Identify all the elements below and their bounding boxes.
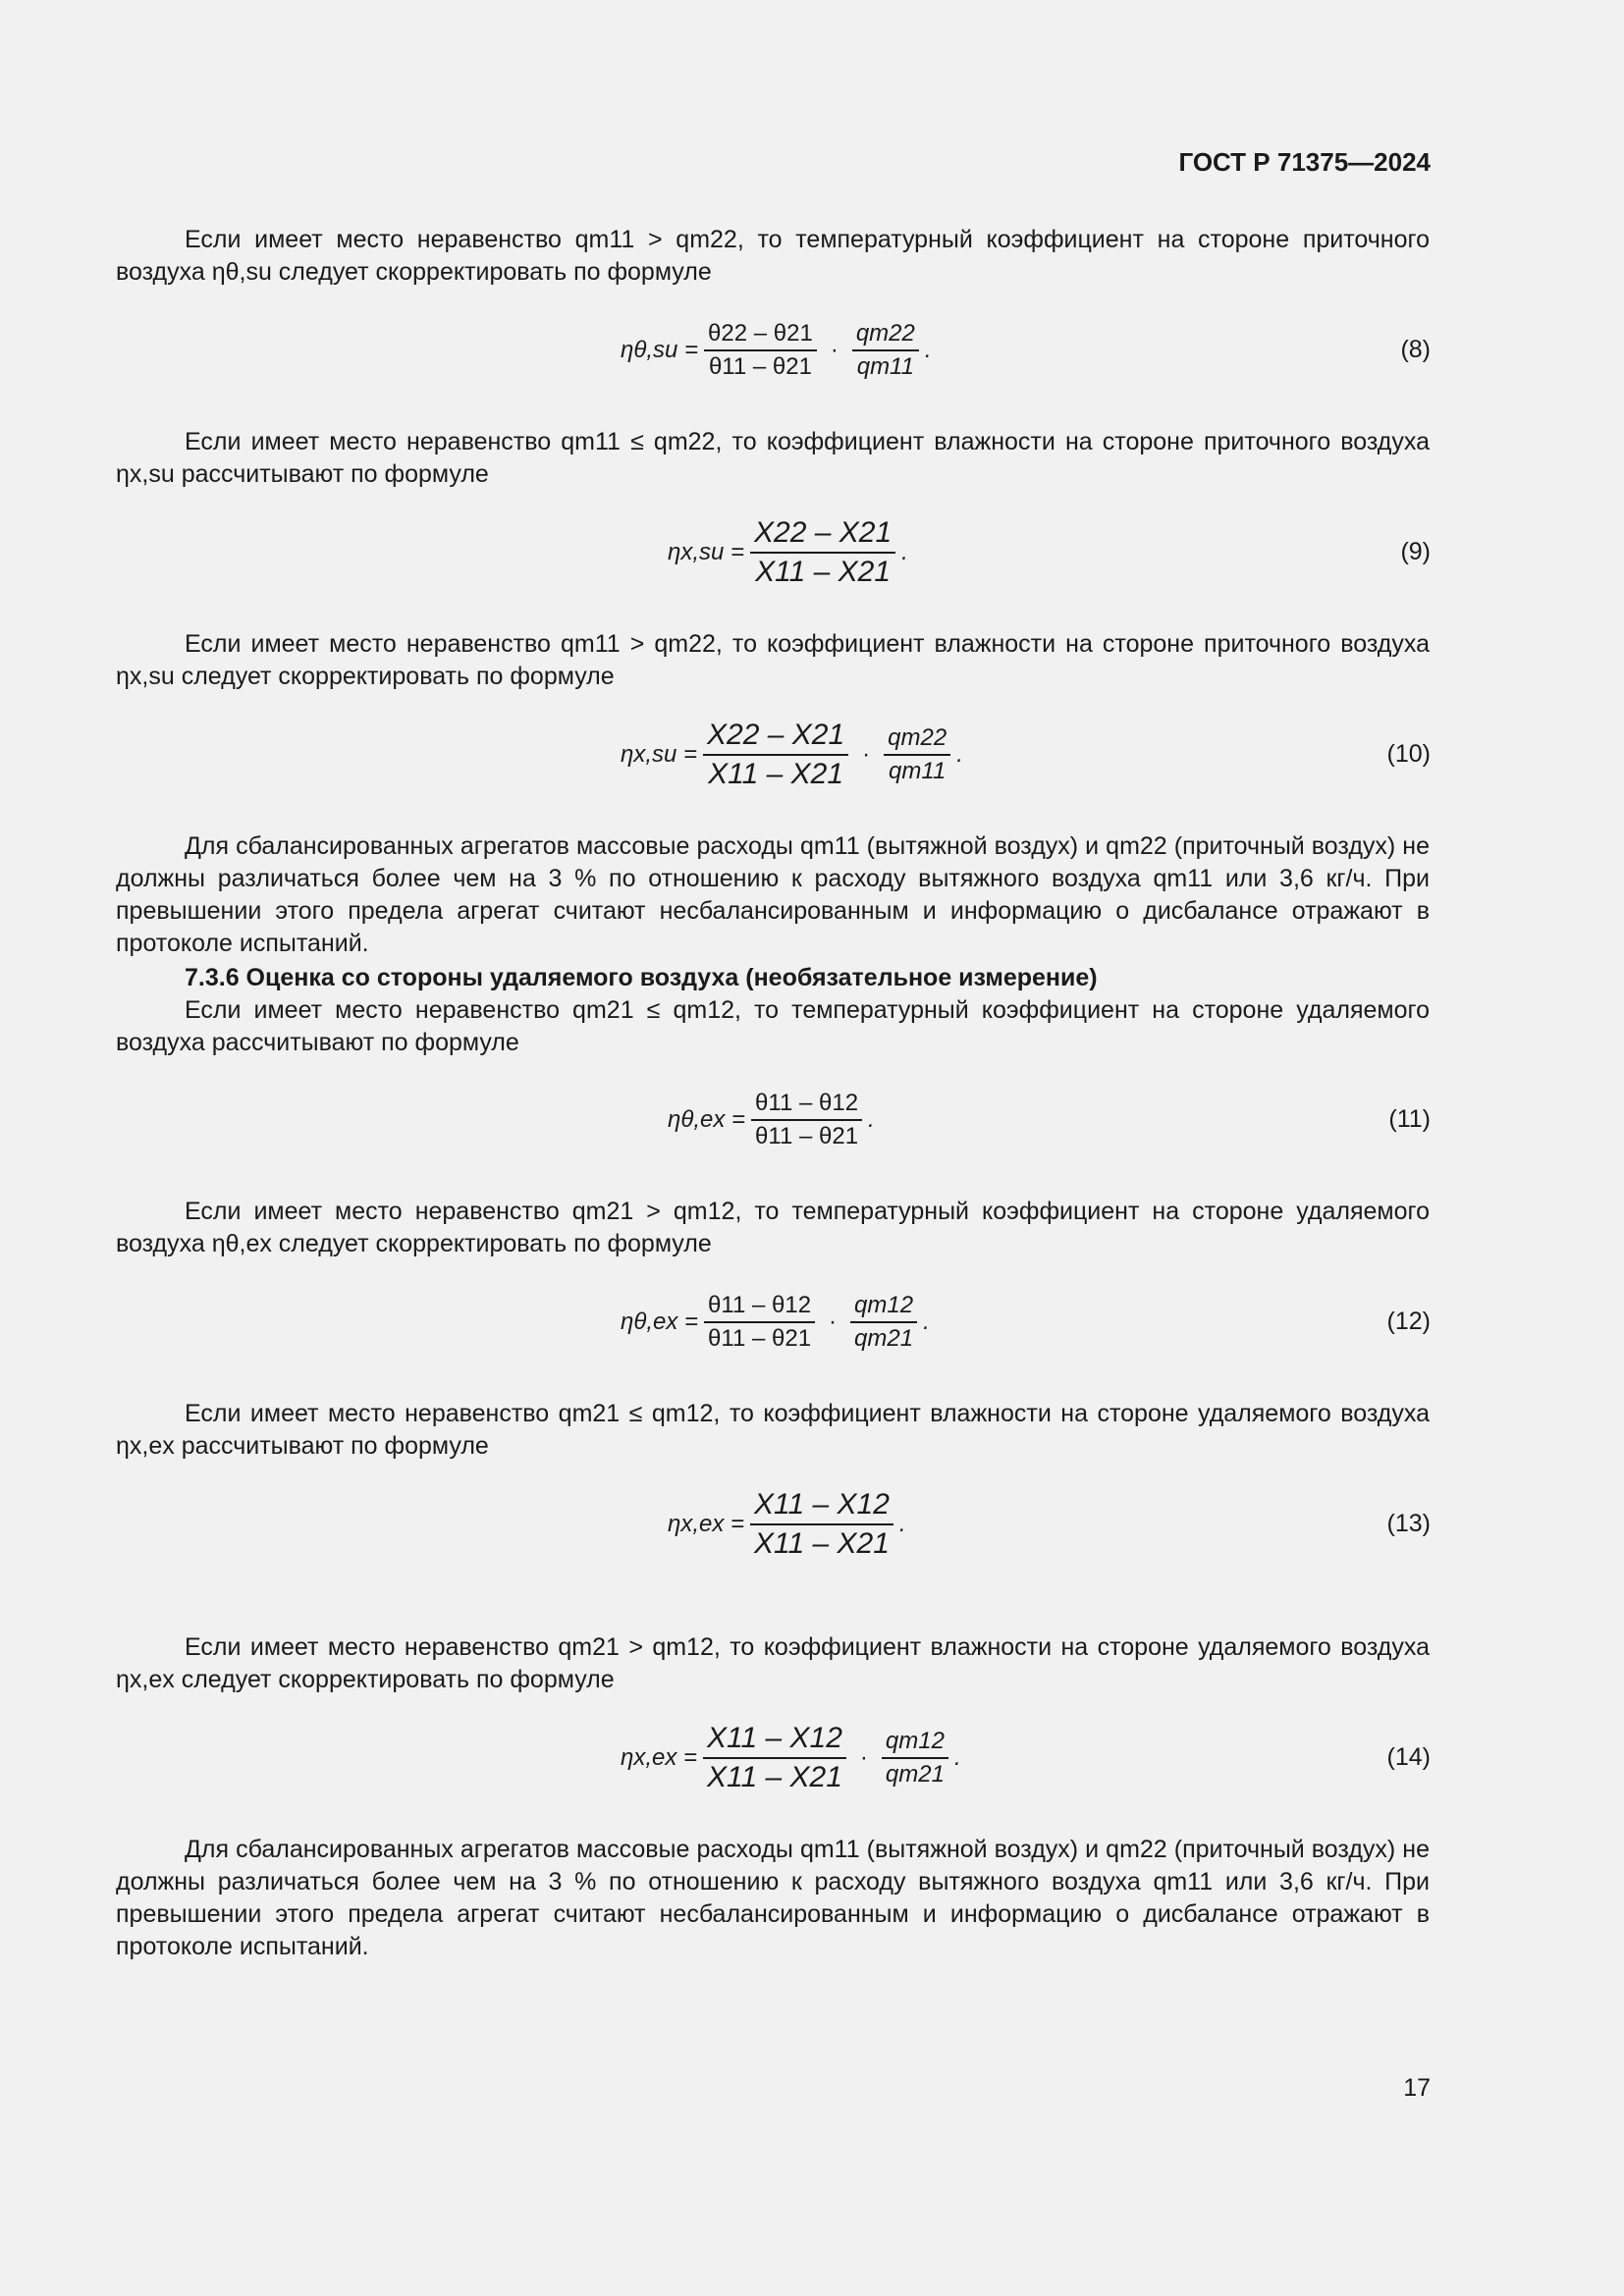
formula-lhs: ηx,ex = [621, 1744, 698, 1771]
formula-denominator: X11 – X21 [755, 556, 892, 588]
formula-13: ηx,ex = $\frac{X11 - X12}{X11 - X21}$ . (13) [668, 1488, 1431, 1560]
formula-numerator: θ11 – θ12 [751, 1090, 862, 1121]
page-number: 17 [1403, 2074, 1431, 2102]
formula-numerator: qm22 [852, 320, 919, 351]
formula-number: (11) [1388, 1105, 1431, 1133]
formula-denominator: θ11 – θ21 [755, 1123, 859, 1149]
formula-numerator: X11 – X12 [750, 1488, 893, 1525]
formula-numerator: θ11 – θ12 [704, 1292, 815, 1323]
formula-lhs: ηθ,ex = [621, 1308, 699, 1335]
formula-12: ηθ,ex = $\frac{\theta 11 - \theta 12}{\theta 11 - \theta 21}$ · $\frac{qm12}{qm21}$ . (12) [621, 1292, 1431, 1352]
formula-number: (13) [1386, 1510, 1431, 1537]
formula-denominator: θ11 – θ21 [708, 1325, 812, 1352]
formula-numerator: qm12 [882, 1728, 948, 1759]
formula-numerator: X11 – X12 [703, 1722, 846, 1759]
formula-denominator: X11 – X21 [707, 1761, 842, 1793]
formula-denominator: θ11 – θ21 [708, 353, 812, 380]
formula-lhs: ηx,ex = [668, 1511, 745, 1537]
formula-10: ηx,su = $\frac{X22 - X21}{X11 - X21}$ · $\frac{qm22}{qm11}$ . (10) [621, 719, 1431, 790]
document-id: ГОСТ Р 71375—2024 [1178, 147, 1431, 177]
formula-number: (12) [1386, 1308, 1431, 1335]
formula-lhs: ηθ,ex = [668, 1106, 746, 1133]
formula-number: (9) [1400, 538, 1431, 565]
formula-number: (10) [1386, 740, 1431, 768]
paragraph: Для сбалансированных агрегатов массовые расходы qm11 (вытяжной воздух) и qm22 (приточный воздух) не должны различаться более чем на 3 % по отношению к расходу вытяжного воздуха qm11 или 3,6 кг/ч. При превышении этого предела агрегат считают несбалансированным и информацию о дисбалансе отражают в протоколе испытаний. [116, 1836, 1430, 1960]
formula-denominator: X11 – X21 [754, 1527, 890, 1560]
formula-number: (14) [1386, 1743, 1431, 1771]
paragraph: Для сбалансированных агрегатов массовые расходы qm11 (вытяжной воздух) и qm22 (приточный воздух) не должны различаться более чем на 3 % по отношению к расходу вытяжного воздуха qm11 или 3,6 кг/ч. При превышении этого предела агрегат считают несбалансированным и информацию о дисбалансе отражают в протоколе испытаний. [116, 832, 1430, 957]
formula-numerator: qm12 [850, 1292, 917, 1323]
formula-lhs: ηθ,su = [621, 337, 699, 363]
formula-denominator: qm21 [854, 1325, 914, 1352]
formula-denominator: qm11 [889, 758, 947, 784]
formula-numerator: θ22 – θ21 [704, 320, 817, 351]
formula-number: (8) [1400, 336, 1431, 363]
formula-lhs: ηx,su = [621, 741, 698, 768]
formula-numerator: X22 – X21 [750, 516, 895, 554]
paragraph: Если имеет место неравенство qm21 > qm12, то температурный коэффициент на стороне удаляемого воздуха ηθ,ex следует скорректировать по формуле [116, 1198, 1430, 1257]
formula-denominator: qm21 [885, 1761, 945, 1788]
formula-9: ηx,su = $\frac{X22 - X21}{X11 - X21}$ . (9) [668, 516, 1431, 588]
section-heading: 7.3.6 Оценка со стороны удаляемого воздуха (необязательное измерение) [185, 964, 1098, 991]
formula-11: ηθ,ex = $\frac{\theta 11 - \theta 12}{\theta 11 - \theta 21}$ . (11) [668, 1090, 1431, 1149]
paragraph: Если имеет место неравенство qm21 ≤ qm12, то температурный коэффициент на стороне удаляемого воздуха рассчитывают по формуле [116, 996, 1430, 1056]
formula-denominator: X11 – X21 [708, 758, 844, 790]
formula-14: ηx,ex = $\frac{X11 - X12}{X11 - X21}$ · $\frac{qm12}{qm21}$ . (14) [621, 1722, 1431, 1793]
formula-numerator: qm22 [884, 724, 950, 756]
paragraph: Если имеет место неравенство qm11 ≤ qm22, то коэффициент влажности на стороне приточного воздуха ηx,su рассчитывают по формуле [116, 428, 1430, 488]
paragraph: Если имеет место неравенство qm11 > qm22, то температурный коэффициент на стороне приточного воздуха ηθ,su следует скорректировать по формуле [116, 226, 1430, 286]
paragraph: Если имеет место неравенство qm11 > qm22, то коэффициент влажности на стороне приточного воздуха ηx,su следует скорректировать по формуле [116, 630, 1430, 690]
formula-lhs: ηx,su = [668, 539, 745, 565]
formula-8: ηθ,su = $\frac{\theta 22 - \theta 21}{\theta 11 - \theta 21}$ · $\frac{qm22}{qm11}$ . (8) [621, 320, 1431, 380]
paragraph: Если имеет место неравенство qm21 > qm12, то коэффициент влажности на стороне удаляемого воздуха ηx,ex следует скорректировать по формуле [116, 1633, 1430, 1693]
paragraph: Если имеет место неравенство qm21 ≤ qm12, то коэффициент влажности на стороне удаляемого воздуха ηx,ex рассчитывают по формуле [116, 1400, 1430, 1460]
formula-denominator: qm11 [856, 353, 914, 380]
formula-numerator: X22 – X21 [703, 719, 848, 756]
